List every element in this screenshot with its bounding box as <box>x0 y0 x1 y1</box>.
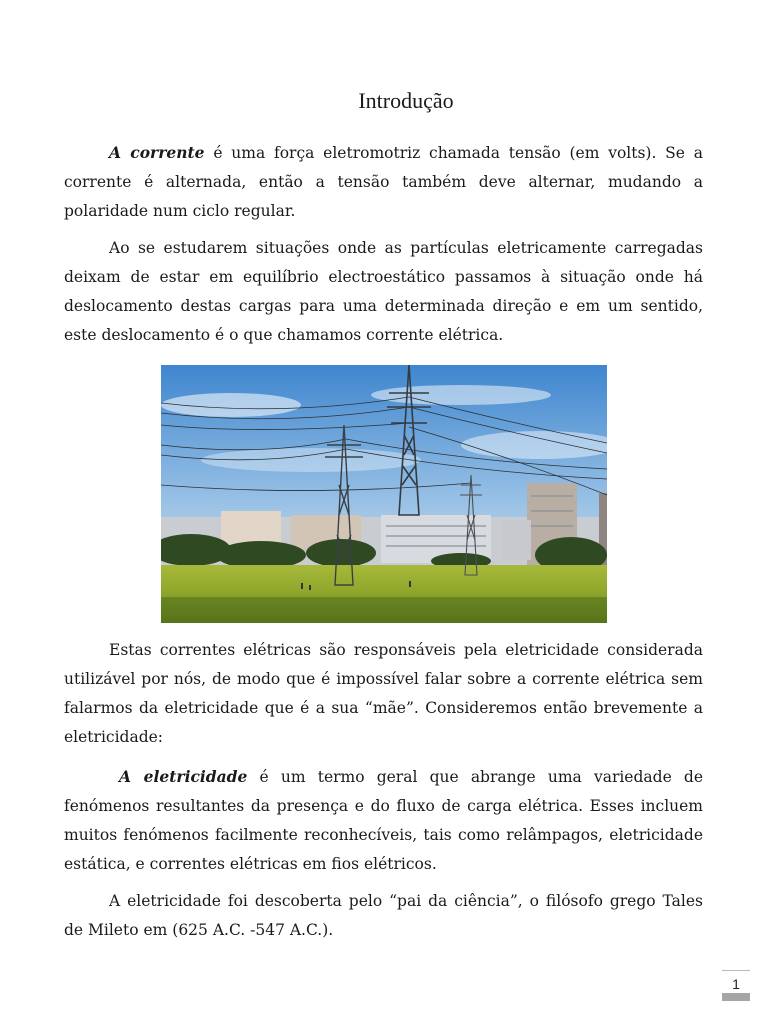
paragraph-correntes-eletricas: Estas correntes elétricas são responsáveis pela eletricidade considerada utilizável por nós, de modo que é impossível falar sobre a corrente elétrica sem falarmos da eletricidade que é a sua “mãe”. Consideremos então brevemente a eletricidade: <box>64 641 703 746</box>
paragraph-corrente-text: é uma força eletromotriz chamada tensão (em volts). Se a corrente é alternada, então a tensão também deve alternar, mudando a polaridade num ciclo regular. <box>64 144 703 220</box>
paragraph-tales: A eletricidade foi descoberta pelo “pai da ciência”, o filósofo grego Tales de Mileto em (625 A.C. -547 A.C.). <box>64 892 703 939</box>
power-lines-photo <box>161 365 607 623</box>
power-lines-illustration <box>161 365 607 623</box>
page-number-bar <box>722 993 750 1001</box>
page-title: Introdução <box>358 88 454 113</box>
term-corrente: A corrente <box>109 143 205 162</box>
term-eletricidade: A eletricidade <box>119 767 248 786</box>
page-number: 1 <box>732 976 740 992</box>
paragraph-deslocamento: Ao se estudarem situações onde as partículas eletricamente carregadas deixam de estar em equilíbrio electroestático passamos à situação onde há deslocamento destas cargas para uma determinada direção e em um sentido, este deslocamento é o que chamamos corrente elétrica. <box>64 239 703 344</box>
paragraph-eletricidade <box>64 762 703 879</box>
page-number-box <box>722 970 750 1001</box>
paragraph-eletricidade-text: é um termo geral que abrange uma variedade de fenómenos resultantes da presença e do fluxo de carga elétrica. Esses incluem muitos fenómenos facilmente reconhecíveis, tais como relâmpagos, eletricidade estática, e correntes elétricas em fios elétricos. <box>64 768 703 873</box>
paragraph-corrente <box>64 138 703 226</box>
